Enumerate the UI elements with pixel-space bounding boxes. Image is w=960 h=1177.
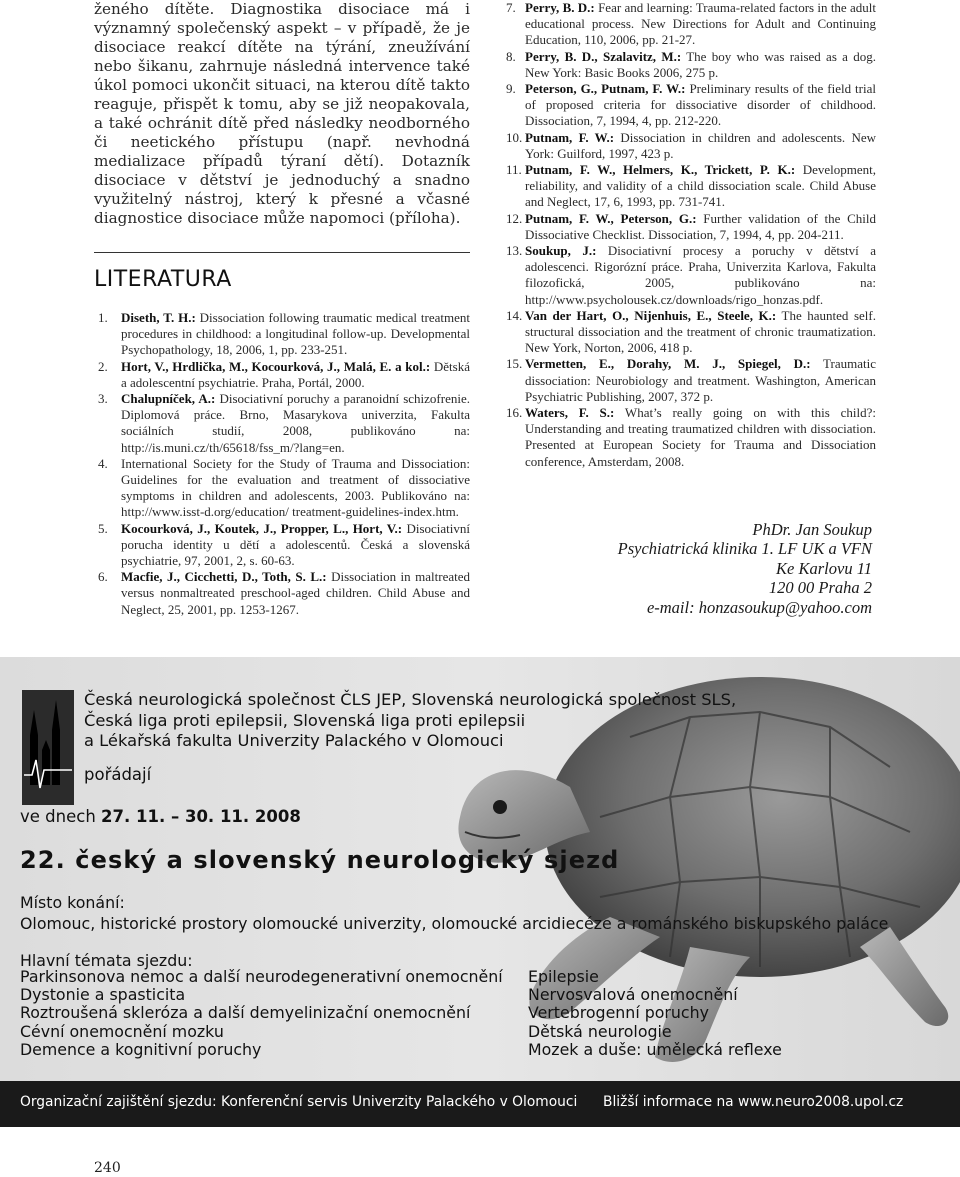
organizers [84, 690, 736, 752]
footer-organizer-text: Organizační zajištění sjezdu: Konferenční servis Univerzity Palackého v Olomouci [20, 1094, 578, 1110]
reference-number: 15. [506, 356, 523, 372]
reference-item [94, 391, 470, 456]
reference-item [500, 162, 876, 211]
organize-label: pořádají [84, 765, 152, 784]
organizer-line: Česká neurologická společnost ČLS JEP, Slovenská neurologická společnost SLS, [84, 690, 737, 709]
reference-authors: Waters, F. S.: [525, 405, 615, 421]
reference-number: 14. [506, 307, 523, 323]
topics-label: Hlavní témata sjezdu: [20, 951, 193, 970]
reference-item [94, 456, 470, 521]
reference-number: 6. [98, 569, 108, 585]
reference-authors: Soukup, J.: [525, 243, 597, 259]
author-email: e-mail: honzasoukup@yahoo.com [646, 597, 872, 617]
reference-citation: Disociativní procesy a poruchy v dětství a adolescenci. Rigorózní práce. Praha, Univerzita Karlova, Fakulta filozofická, 2005, publikováno na: http://www.psycholousek.cz/downloads/rigo_honzas.pdf. [525, 243, 876, 307]
reference-citation: Dissociation following traumatic medical treatment procedures in childhood: a longitudinal follow-up. Developmental Psychopathology, 18, 2006, 1, pp. 233-251. [121, 310, 470, 358]
advertisement-footer [0, 1081, 960, 1127]
topics-list-left [20, 968, 503, 1059]
reference-text [525, 162, 876, 211]
congress-advertisement [0, 657, 960, 1127]
reference-number: 8. [506, 48, 516, 64]
reference-item [94, 521, 470, 570]
reference-citation: International Society for the Study of Trauma and Dissociation: Guidelines for the evaluation and treatment of dissociative symptoms in children and adolescents, 2003. Publikováno na: http://www.isst-d.org/education/ treatment-guidelines-index.htm. [121, 455, 470, 520]
topic-item: Dětská neurologie [528, 1021, 672, 1041]
reference-authors: Perry, B. D.: [525, 0, 595, 15]
topic-item: Vertebrogenní poruchy [528, 1003, 709, 1023]
topic-item: Epilepsie [528, 967, 599, 986]
page-number: 240 [94, 1160, 121, 1176]
reference-citation: What’s really going on with this child?: Understanding and treating traumatized children with dissociation. Presented at European Society for Trauma and Dissociation conference, Amsterdam, 2008. [525, 405, 876, 469]
topic-item: Parkinsonova nemoc a další neurodegenerativní onemocnění [20, 967, 503, 986]
reference-item [500, 49, 876, 81]
reference-number: 4. [98, 455, 108, 471]
venue-text: Olomouc, historické prostory olomoucké univerzity, olomoucké arcidiecéze a románského biskupského paláce [20, 914, 889, 933]
reference-authors: Hort, V., Hrdlička, M., Kocourková, J., Malá, E. a kol.: [121, 358, 431, 374]
author-affiliation: Psychiatrická klinika 1. LF UK a VFN [617, 539, 872, 559]
reference-authors: Putnam, F. W., Helmers, K., Trickett, P. K.: [525, 162, 796, 178]
reference-number: 3. [98, 391, 108, 407]
reference-authors: Putnam, F. W., Peterson, G.: [525, 210, 697, 226]
reference-number: 11. [506, 162, 522, 178]
reference-number: 1. [98, 310, 108, 325]
reference-number: 10. [506, 129, 523, 145]
author-street: Ke Karlovu 11 [776, 558, 872, 578]
reference-list [500, 0, 876, 470]
reference-citation: Further validation of the Child Dissociative Checklist. Dissociation, 7, 1994, 4, pp. 204-211. [525, 210, 876, 242]
congress-dates [20, 807, 301, 826]
author-name: PhDr. Jan Soukup [752, 520, 872, 539]
reference-text [525, 405, 876, 470]
topic-item: Cévní onemocnění mozku [20, 1021, 224, 1041]
reference-item [500, 0, 876, 49]
topic-item: Dystonie a spasticita [20, 985, 186, 1005]
reference-citation: Dissociation in maltreated versus nonmaltreated preschool-aged children. Child Abuse and Neglect, 25, 2001, pp. 1253-1267. [121, 569, 471, 617]
reference-citation: The boy who was raised as a dog. New York: Basic Books 2006, 275 p. [525, 48, 876, 80]
reference-number: 5. [98, 520, 108, 536]
reference-text [525, 130, 876, 162]
reference-number: 12. [506, 210, 523, 226]
reference-citation: Disociativní poruchy a paranoidní schizofrenie. Diplomová práce. Brno, Masarykova univerzita, Fakulta sociálních studií, 2008, publikováno na: http://is.muni.cz/th/65618/fss_m/?lang=en. [121, 391, 470, 455]
reference-citation: Fear and learning: Trauma-related factors in the adult educational process. New Directions for Adult and Continuing Education, 110, 2006, pp. 21-27. [525, 0, 876, 48]
cathedral-icon [22, 690, 74, 805]
reference-authors: Putnam, F. W.: [525, 129, 615, 145]
reference-number: 7. [506, 0, 516, 15]
author-city: 120 00 Praha 2 [768, 578, 872, 598]
left-column [94, 0, 470, 618]
reference-authors: Peterson, G., Putnam, F. W.: [525, 81, 686, 97]
organizer-line: Česká liga proti epilepsii, Slovenská liga proti epilepsii [84, 710, 526, 730]
reference-item [500, 405, 876, 470]
reference-authors: Vermetten, E., Dorahy, M. J., Spiegel, D.: [525, 356, 811, 372]
reference-text [525, 211, 876, 243]
intro-paragraph: ženého dítěte. Diagnostika disociace má i významný společenský aspekt – v případě, že je disociace reakcí dítěte na týrání, zneužívání nebo šikanu, zahrnuje následná intervence také úkol pomoci ukončit situaci, na kterou dítě takto reaguje, přispět k tomu, aby se již neopakovala, a také ochránit dítě před následky neodborného či neetického přístupu (např. nevhodná medializace případů týraní dětí). Dotazník disociace v dětství je jednoduchý a snadno využitelný nástroj, který k přesné a včasné diagnostice disociace může napomoci (příloha). [94, 0, 470, 227]
organizer-line: a Lékařská fakulta Univerzity Palackého v Olomouci [84, 731, 504, 751]
reference-citation: Development, reliability, and validity of a child dissociation scale. Child Abuse and Neglect, 17, 6, 1993, pp. 731-741. [525, 162, 876, 210]
reference-item [500, 81, 876, 130]
reference-citation: Preliminary results of the field trial of proposed criteria for dissociative disorder of childhood. Dissociation, 7, 1994, 4, pp. 212-220. [525, 81, 876, 129]
reference-number: 2. [98, 358, 108, 374]
reference-text [121, 359, 470, 391]
reference-text [525, 356, 876, 405]
reference-text [121, 391, 470, 456]
reference-item [500, 243, 876, 308]
reference-number: 13. [506, 243, 523, 259]
reference-text [525, 49, 876, 81]
reference-citation: Traumatic dissociation: Neurobiology and treatment. Washington, American Psychiatric Publishing, 2007, 372 p. [525, 356, 876, 404]
reference-item [94, 310, 470, 359]
topic-item: Roztroušená skleróza a další demyelinizační onemocnění [20, 1003, 471, 1023]
reference-item [500, 211, 876, 243]
reference-item [94, 569, 470, 618]
reference-text [121, 521, 470, 570]
venue-label: Místo konání: [20, 893, 125, 912]
section-divider [94, 252, 470, 253]
reference-item [500, 356, 876, 405]
topic-item: Nervosvalová onemocnění [528, 985, 738, 1005]
reference-authors: Macfie, J., Cicchetti, D., Toth, S. L.: [121, 569, 327, 585]
reference-text [121, 456, 470, 521]
reference-number: 9. [506, 81, 516, 97]
congress-title: 22. český a slovenský neurologický sjezd [20, 846, 620, 874]
topic-item: Mozek a duše: umělecká reflexe [528, 1039, 782, 1059]
dates-prefix: ve dnech [20, 807, 102, 826]
footer-info-link[interactable]: Bližší informace na www.neuro2008.upol.cz [603, 1094, 904, 1110]
reference-citation: The haunted self. structural dissociation and the treatment of chronic traumatization. New York, Norton, 2006, 418 p. [525, 307, 876, 356]
reference-authors: Perry, B. D., Szalavitz, M.: [525, 48, 682, 64]
reference-text [525, 81, 876, 130]
reference-authors: Chalupníček, A.: [121, 391, 216, 407]
reference-item [94, 359, 470, 391]
reference-text [525, 0, 876, 49]
topic-item: Demence a kognitivní poruchy [20, 1039, 262, 1059]
reference-authors: Van der Hart, O., Nijenhuis, E., Steele, K.: [525, 307, 777, 323]
reference-item [500, 308, 876, 357]
reference-authors: Diseth, T. H.: [121, 310, 196, 325]
literature-heading: LITERATURA [94, 267, 232, 292]
reference-list [94, 310, 470, 618]
reference-text [525, 308, 876, 357]
reference-citation: Dětská a adolescentní psychiatrie. Praha, Portál, 2000. [121, 358, 470, 390]
author-address [618, 520, 872, 617]
right-column [500, 0, 876, 470]
reference-item [500, 130, 876, 162]
reference-citation: Disociativní porucha identity u dětí a adolescentů. Česká a slovenská psychiatrie, 97, 2001, 2, s. 60-63. [121, 520, 470, 569]
cathedral-logo [22, 690, 74, 805]
reference-text [121, 310, 470, 359]
dates-value: 27. 11. – 30. 11. 2008 [101, 807, 301, 826]
reference-number: 16. [506, 405, 523, 421]
reference-authors: Kocourková, J., Koutek, J., Propper, L., Hort, V.: [121, 520, 403, 536]
topics-list-right [528, 968, 782, 1059]
reference-text [121, 569, 470, 618]
reference-citation: Dissociation in children and adolescents. New York: Guilford, 1997, 423 p. [525, 129, 876, 161]
reference-text [525, 243, 876, 308]
